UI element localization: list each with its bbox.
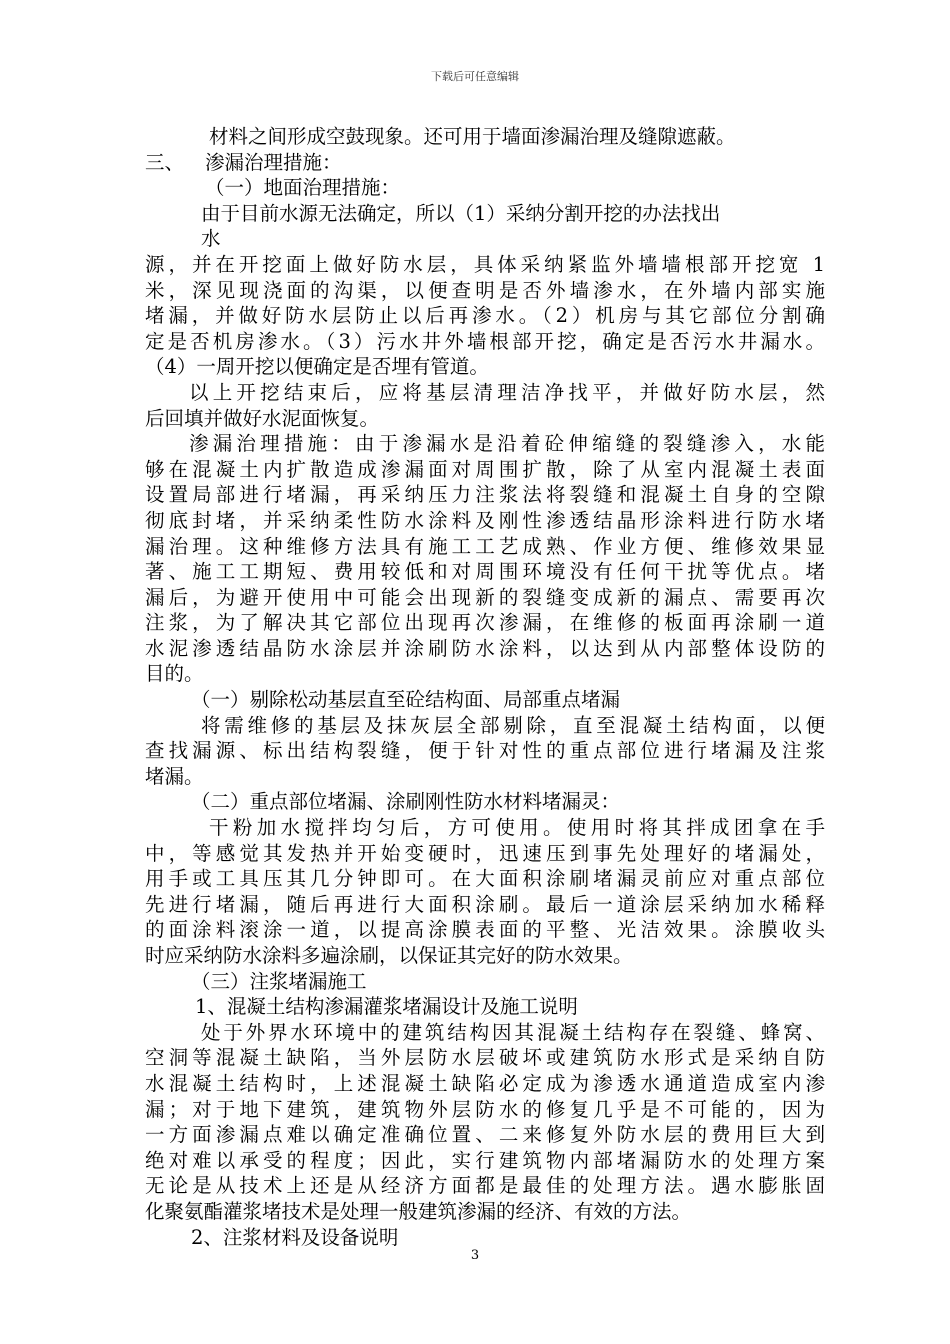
text-line: 注浆，为了解决其它部位出现再次渗漏，在维修的板面再涂刷一道 (145, 611, 825, 635)
text-line: 时应采纳防水涂料多遍涂刷，以保证其完好的防水效果。 (145, 944, 633, 967)
text-line: （4）一周开挖以便确定是否埋有管道。 (145, 355, 489, 379)
text-line: 以上开挖结束后，应将基层清理洁净找平，并做好防水层，然 (189, 380, 825, 404)
text-line: 漏治理。这种维修方法具有施工工艺成熟、作业方便、维修效果显 (145, 534, 825, 558)
text-line: 绝对难以承受的程度；因此，实行建筑物内部堵漏防水的处理方案 (145, 1148, 825, 1172)
text-line: 水 (201, 227, 221, 251)
text-line: 漏后，为避开使用中可能会出现新的裂缝变成新的漏点、需要再次 (145, 585, 825, 609)
text-line: 定是否机房渗水。（3）污水井外墙根部开挖，确定是否污水井漏水。 (145, 329, 825, 353)
text-line: 渗漏治理措施：由于渗漏水是沿着砼伸缩缝的裂缝渗入，水能 (189, 432, 825, 456)
subsection-heading: （三）注浆堵漏施工 (191, 969, 367, 993)
text-line: 无论是从技术上还是从经济方面都是最佳的处理方法。遇水膨胀固 (145, 1174, 825, 1198)
text-line: 中，等感觉其发热并开始变硬时，迅速压到事先处理好的堵漏处， (145, 841, 825, 865)
text-line: 漏；对于地下建筑，建筑物外层防水的修复几乎是不可能的，因为 (145, 1097, 825, 1121)
text-line: 米，深见现浇面的沟渠，以便查明是否外墙渗水，在外墙内部实施 (145, 278, 825, 302)
text-line: 目的。 (145, 662, 204, 686)
text-line: 材料之间形成空鼓现象。还可用于墙面渗漏治理及缝隙遮蔽。 (209, 125, 736, 148)
text-line: 设置局部进行堵漏，再采纳压力注浆法将裂缝和混凝土自身的空隙 (145, 483, 825, 507)
text-line: 后回填并做好水泥面恢复。 (145, 406, 380, 430)
subsection-heading: 2、注浆材料及设备说明 (191, 1225, 399, 1249)
page-number: 3 (470, 1248, 480, 1263)
subsection-heading: 1、混凝土结构渗漏灌浆堵漏设计及施工说明 (195, 995, 578, 1019)
text-line: 将需维修的基层及抹灰层全部剔除，直至混凝土结构面，以便 (201, 713, 825, 737)
text-line: 处于外界水环境中的建筑结构因其混凝土结构存在裂缝、蜂窝、 (201, 1020, 825, 1044)
text-line: 堵漏。 (145, 764, 204, 788)
text-line: 够在混凝土内扩散造成渗漏面对周围扩散，除了从室内混凝土表面 (145, 457, 825, 481)
text-line: 先进行堵漏，随后再进行大面积涂刷。最后一道涂层采纳加水稀释 (145, 892, 825, 916)
text-line: 空洞等混凝土缺陷，当外层防水层破坏或建筑防水形式是采纳自防 (145, 1046, 825, 1070)
text-line: 用手或工具压其几分钟即可。在大面积涂刷堵漏灵前应对重点部位 (145, 867, 825, 891)
section-heading (145, 150, 825, 176)
text-line: 的面涂料滚涂一道，以提高涂膜表面的平整、光洁效果。涂膜收头 (145, 918, 825, 942)
text-line: 干粉加水搅拌均匀后，方可使用。使用时将其拌成团拿在手 (209, 816, 825, 840)
text-line: 查找漏源、标出结构裂缝，便于针对性的重点部位进行堵漏及注浆 (145, 739, 825, 763)
body-text (145, 124, 825, 1250)
text-line: 堵漏，并做好防水层防止以后再渗水。（2）机房与其它部位分割确 (145, 304, 825, 328)
subsection-heading: （一）地面治理措施： (205, 176, 401, 200)
text-line: 水混凝土结构时，上述混凝土缺陷必定成为渗透水通道造成室内渗 (145, 1071, 825, 1095)
text-line: 彻底封堵，并采纳柔性防水涂料及刚性渗透结晶形涂料进行防水堵 (145, 508, 825, 532)
page-header: 下载后可任意编辑 (431, 70, 519, 83)
text-line: 一方面渗漏点难以确定准确位置、二来修复外防水层的费用巨大到 (145, 1123, 825, 1147)
text-line: 化聚氨酯灌浆堵技术是处理一般建筑渗漏的经济、有效的方法。 (145, 1199, 692, 1223)
section-title: 渗漏治理措施： (205, 150, 342, 174)
text-line: 由于目前水源无法确定，所以（1）采纳分割开挖的办法找出 (201, 201, 721, 225)
text-line: 著、施工工期短、费用较低和对周围环境没有任何干扰等优点。堵 (145, 560, 825, 584)
subsection-heading: （一）剔除松动基层直至砼结构面、局部重点堵漏 (191, 688, 621, 712)
text-line: 水泥渗透结晶防水涂层并涂刷防水涂料，以达到从内部整体设防的 (145, 636, 825, 660)
subsection-heading: （二）重点部位堵漏、涂刷刚性防水材料堵漏灵： (191, 790, 621, 814)
text-line: 源，并在开挖面上做好防水层，具体采纳紧监外墙墙根部开挖宽 1 (145, 252, 825, 276)
section-number: 三、 (145, 150, 185, 174)
